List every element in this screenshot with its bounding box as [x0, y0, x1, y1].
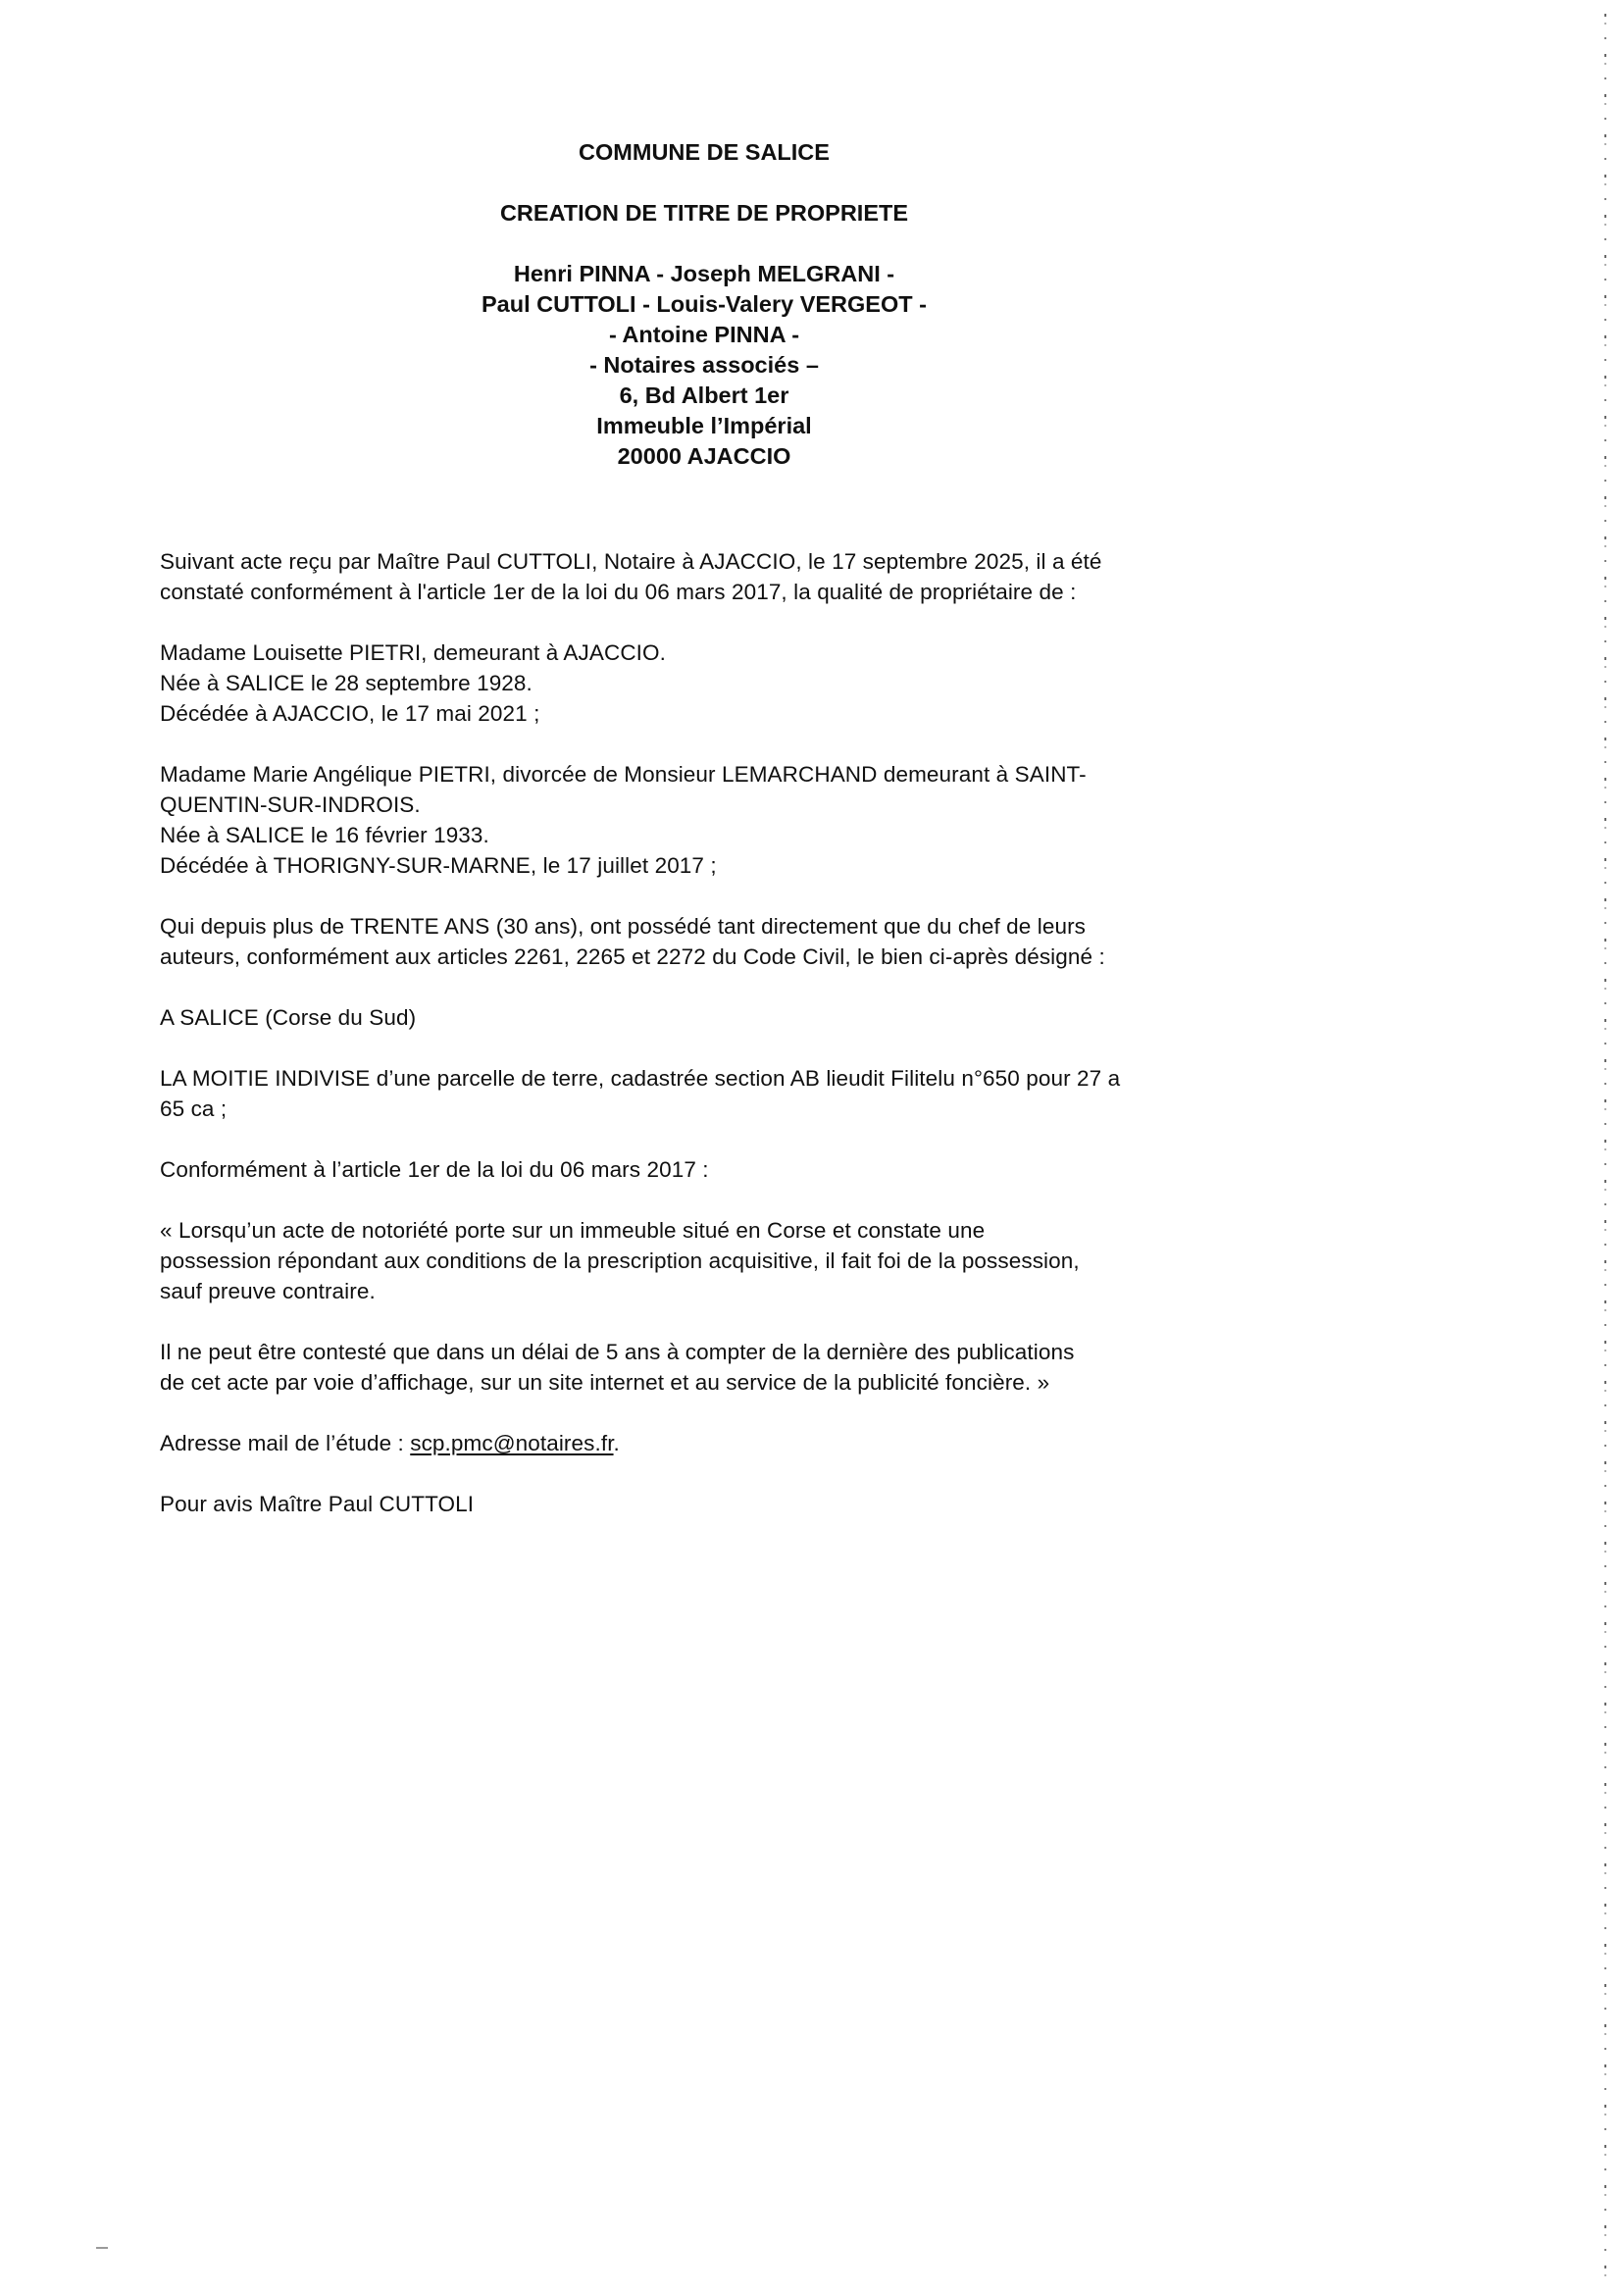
paragraph-louisette-pietri	[160, 637, 1464, 729]
paragraph-line: Décédée à AJACCIO, le 17 mai 2021 ;	[160, 701, 540, 726]
paragraph-line: Madame Marie Angélique PIETRI, divorcée de Monsieur LEMARCHAND demeurant à SAINT-	[160, 762, 1087, 787]
paragraph-line: 65 ca ;	[160, 1096, 228, 1121]
signature-line: Pour avis Maître Paul CUTTOLI	[160, 1492, 475, 1516]
notary-role-line: - Notaires associés –	[589, 352, 819, 378]
email-address: scp.pmc@notaires.fr	[410, 1431, 614, 1455]
paragraph-line: Madame Louisette PIETRI, demeurant à AJACCIO.	[160, 640, 666, 665]
paragraph-line: QUENTIN-SUR-INDROIS.	[160, 792, 421, 817]
paragraph-citation-2	[160, 1337, 1464, 1398]
notary-address-line: 20000 AJACCIO	[617, 443, 791, 469]
paragraph-line: Décédée à THORIGNY-SUR-MARNE, le 17 juillet 2017 ;	[160, 853, 717, 878]
paragraph-line: sauf preuve contraire.	[160, 1279, 376, 1303]
email-label: Adresse mail de l’étude :	[160, 1431, 411, 1455]
paragraph-line: Née à SALICE le 16 février 1933.	[160, 823, 489, 847]
paragraph-line: constaté conformément à l'article 1er de la loi du 06 mars 2017, la qualité de propriétaire de :	[160, 580, 1077, 604]
paragraph-line: A SALICE (Corse du Sud)	[160, 1005, 417, 1030]
commune-title: COMMUNE DE SALICE	[579, 139, 830, 165]
document-body	[160, 546, 1464, 1519]
notary-address-line: Immeuble l’Impérial	[596, 413, 812, 438]
paragraph-line: « Lorsqu’un acte de notoriété porte sur un immeuble situé en Corse et constate une	[160, 1218, 986, 1243]
paragraph-conformement	[160, 1154, 1464, 1185]
notary-address-line: 6, Bd Albert 1er	[619, 382, 789, 408]
paragraph-line: Suivant acte reçu par Maître Paul CUTTOLI, Notaire à AJACCIO, le 17 septembre 2025, il a été	[160, 549, 1102, 574]
paragraph-acte-recu	[160, 546, 1464, 607]
header-spacer	[160, 229, 1248, 259]
email-suffix: .	[613, 1431, 620, 1455]
paragraph-parcelle	[160, 1063, 1464, 1124]
notary-names-line: Paul CUTTOLI - Louis-Valery VERGEOT -	[482, 291, 927, 317]
email-line	[160, 1428, 1464, 1458]
scan-artifact-bottom-left	[96, 2247, 108, 2249]
paragraph-citation-1	[160, 1215, 1464, 1306]
paragraph-line: Conformément à l’article 1er de la loi du 06 mars 2017 :	[160, 1157, 709, 1182]
document-title: CREATION DE TITRE DE PROPRIETE	[499, 200, 909, 226]
paragraph-line: Il ne peut être contesté que dans un délai de 5 ans à compter de la dernière des publications	[160, 1340, 1075, 1364]
paragraph-line: de cet acte par voie d’affichage, sur un site internet et au service de la publicité foncière. »	[160, 1370, 1050, 1395]
paragraph-line: auteurs, conformément aux articles 2261, 2265 et 2272 du Code Civil, le bien ci-après désigné :	[160, 944, 1105, 969]
scan-artifact-right-edge	[1604, 14, 1606, 2281]
header-spacer	[160, 168, 1248, 198]
paragraph-trente-ans	[160, 911, 1464, 972]
paragraph-commune-location	[160, 1002, 1464, 1033]
notary-names-line: Henri PINNA - Joseph MELGRANI -	[513, 261, 895, 286]
paragraph-line: LA MOITIE INDIVISE d’une parcelle de terre, cadastrée section AB lieudit Filitelu n°650 pour 27 a	[160, 1066, 1121, 1091]
paragraph-line: Qui depuis plus de TRENTE ANS (30 ans), ont possédé tant directement que du chef de leurs	[160, 914, 1087, 939]
notary-names-line: - Antoine PINNA -	[608, 322, 800, 347]
paragraph-line: Née à SALICE le 28 septembre 1928.	[160, 671, 533, 695]
paragraph-line: possession répondant aux conditions de la prescription acquisitive, il fait foi de la possession,	[160, 1248, 1080, 1273]
document-header	[160, 0, 1248, 472]
paragraph-marie-angelique-pietri	[160, 759, 1464, 881]
